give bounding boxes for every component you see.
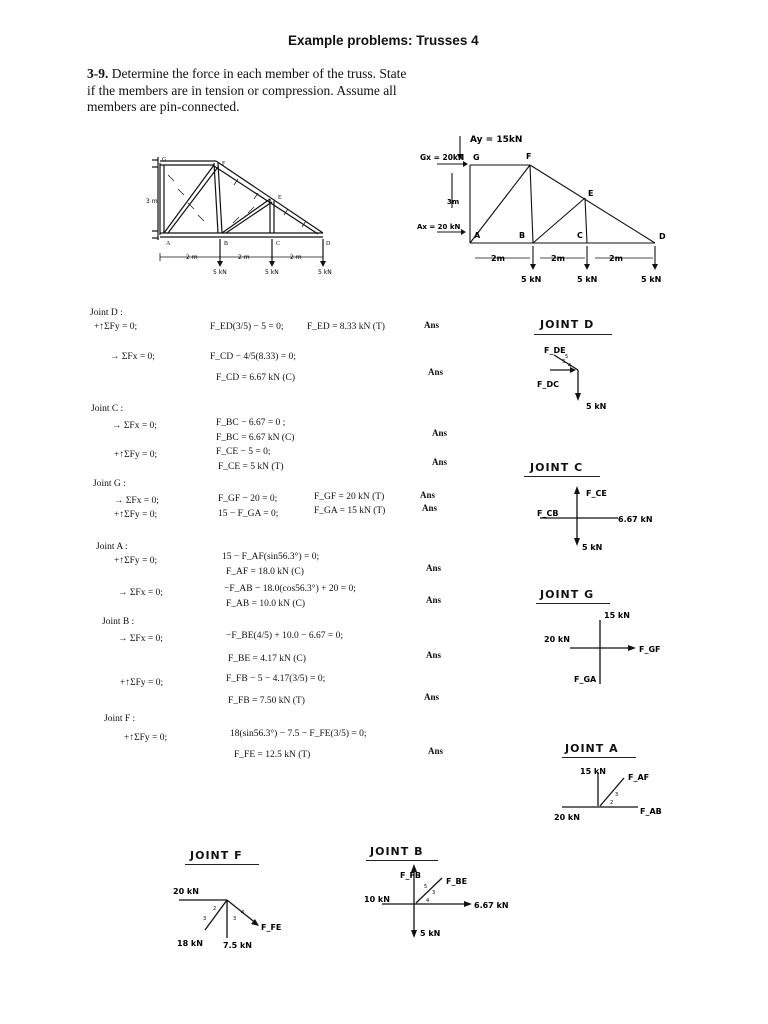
truss-load-d: 5 kN [318,269,332,276]
joint-b-work-2: F_BE = 4.17 kN (C) [228,654,306,664]
sketch-joint-a-title: JOINT A [565,742,619,755]
sketch-joint-c-title: JOINT C [530,461,584,474]
joint-d-work-1: F_ED(3/5) − 5 = 0; [210,322,284,332]
joint-d-work-3: F_CD = 6.67 kN (C) [216,373,295,383]
sketch-g-fgf: F_GF [639,645,661,654]
joint-a-ans-4: Ans [426,595,442,605]
joint-c-work-4: F_CE = 5 kN (T) [218,462,284,472]
joint-b-eq-3: +↑ΣFy = 0; [120,678,164,688]
truss-node-g: G [162,157,167,163]
fbd-height: 3m [447,198,460,206]
joint-c-ans-4: Ans [432,457,448,467]
sketch-joint-f-title: JOINT F [190,849,243,862]
sketch-b-4: 4 [426,898,430,904]
sketch-joint-d [530,335,640,415]
joint-c-ans-2: Ans [432,428,448,438]
joint-a-eq-3: → ΣFx = 0; [118,588,163,598]
joint-g-ans-1: Ans [420,490,436,500]
sketch-b-load: 5 kN [420,929,441,938]
sketch-f-2: 2 [213,906,217,912]
fbd-node-f: F [526,152,532,161]
fbd-span-3: 2m [609,254,623,263]
joint-c-eq-1: → ΣFx = 0; [112,421,157,431]
sketch-b-fab: 10 kN [364,895,390,904]
sketch-f-4: 4 [241,910,245,916]
sketch-c-fce: F_CE [586,489,607,498]
fbd-span-1: 2m [491,254,505,263]
truss-node-f: F [222,161,226,167]
problem-text: Determine the force in each member of the truss. State if the members are in tension or compression. Assume all members are pin-connected. [87,66,407,114]
joint-g-label: Joint G : [93,479,126,489]
sketch-g-fga: F_GA [574,675,597,684]
sketch-f-faf: 18 kN [177,939,203,948]
joint-d-ans-1: Ans [424,320,440,330]
sketch-a-ax: 20 kN [554,813,580,822]
truss-load-c: 5 kN [265,269,279,276]
sketch-joint-a [548,758,678,828]
fbd-load-c: 5 kN [577,275,598,284]
joint-g-result-2: F_GA = 15 kN (T) [314,506,386,516]
sketch-joint-b [360,864,510,944]
sketch-b-ffb: F_FB [400,871,422,880]
sketch-joint-f [165,880,305,960]
joint-a-label: Joint A : [96,542,128,552]
joint-g-ans-2: Ans [422,503,438,513]
sketch-b-3: 3 [432,890,436,896]
joint-f-label: Joint F : [104,714,136,724]
joint-a-work-3: −F_AB − 18.0(cos56.3°) + 20 = 0; [224,584,356,594]
sketch-a-ay: 15 kN [580,767,606,776]
joint-f-work-2: F_FE = 12.5 kN (T) [234,750,311,760]
joint-f-eq-1: +↑ΣFy = 0; [124,733,168,743]
joint-c-label: Joint C : [91,404,124,414]
sketch-d-fde: F_DE [544,346,566,355]
fbd-ax: Ax = 20 kN [417,223,461,231]
joint-f-work-1: 18(sin56.3°) − 7.5 − F_FE(3/5) = 0; [230,729,367,739]
joint-a-eq-1: +↑ΣFy = 0; [114,556,158,566]
sketch-a-2: 2 [610,800,614,806]
sketch-joint-g [540,604,670,694]
joint-g-work-2: 15 − F_GA = 0; [218,509,279,519]
sketch-joint-d-title: JOINT D [540,318,595,331]
truss-node-b: B [224,241,229,247]
joint-c-work-1: F_BC − 6.67 = 0 ; [216,418,286,428]
truss-load-b: 5 kN [213,269,227,276]
fbd-node-g: G [473,153,480,162]
joint-g-result-1: F_GF = 20 kN (T) [314,492,385,502]
joint-d-eq-2: → ΣFx = 0; [110,352,155,362]
sketch-c-fcb: F_CB [537,509,559,518]
sketch-joint-g-title: JOINT G [540,588,595,601]
problem-number: 3-9. [87,66,109,81]
truss-dim-height: 3 m [146,198,158,205]
joint-c-work-3: F_CE − 5 = 0; [216,447,271,457]
fbd-node-e: E [588,189,594,198]
sketch-d-4: 4 [568,363,572,369]
joint-a-work-2: F_AF = 18.0 kN (C) [226,567,304,577]
sketch-c-load-v: 5 kN [582,543,603,552]
joint-c-eq-3: +↑ΣFy = 0; [114,450,158,460]
fbd-span-2: 2m [551,254,565,263]
joint-c-work-2: F_BC = 6.67 kN (C) [216,433,295,443]
page-title: Example problems: Trusses 4 [288,33,479,48]
joint-b-ans-2: Ans [426,650,442,660]
joint-g-eq-1: → ΣFx = 0; [114,496,159,506]
sketch-b-fbe: F_BE [446,877,468,886]
sketch-joint-c [530,480,670,560]
joint-d-label: Joint D : [90,308,123,318]
sketch-b-5: 5 [424,884,428,890]
fbd-load-d: 5 kN [641,275,662,284]
joint-a-work-1: 15 − F_AF(sin56.3°) = 0; [222,552,320,562]
sketch-a-faf: F_AF [628,773,650,782]
truss-fbd-sketch [415,128,685,288]
sketch-g-gx: 20 kN [544,635,570,644]
fbd-node-a: A [474,231,481,240]
fbd-node-c: C [577,231,583,240]
problem-statement [87,66,417,116]
truss-node-e: E [278,195,282,201]
joint-b-ans-4: Ans [424,692,440,702]
sketch-d-fdc: F_DC [537,380,559,389]
sketch-f-gx: 20 kN [173,887,199,896]
truss-dim-span-2: 2 m [238,254,250,261]
joint-d-work-2: F_CD − 4/5(8.33) = 0; [210,352,296,362]
joint-d-eq-1: +↑ΣFy = 0; [94,322,138,332]
sketch-joint-b-title: JOINT B [370,845,424,858]
joint-b-work-4: F_FB = 7.50 kN (T) [228,696,305,706]
sketch-d-5: 5 [565,354,569,360]
joint-g-work-1: F_GF − 20 = 0; [218,494,278,504]
truss-figure [138,155,343,280]
sketch-f-3a: 3 [203,916,207,922]
joint-a-work-4: F_AB = 10.0 kN (C) [226,599,305,609]
joint-b-eq-1: → ΣFx = 0; [118,634,163,644]
joint-a-ans-2: Ans [426,563,442,573]
joint-b-work-3: F_FB − 5 − 4.17(3/5) = 0; [226,674,326,684]
sketch-a-fab: F_AB [640,807,662,816]
sketch-c-load-h: 6.67 kN [618,515,653,524]
sketch-g-ay: 15 kN [604,611,630,620]
fbd-gx: Gx = 20kN [420,153,465,162]
sketch-a-3: 3 [615,792,619,798]
truss-node-a: A [166,241,171,247]
joint-b-work-1: −F_BE(4/5) + 10.0 − 6.67 = 0; [226,631,343,641]
fbd-node-b: B [519,231,526,240]
sketch-f-3b: 3 [233,916,237,922]
sketch-b-fbc: 6.67 kN [474,901,509,910]
sketch-f-ffe: F_FE [261,923,282,932]
joint-g-eq-2: +↑ΣFy = 0; [114,510,158,520]
joint-d-ans-3: Ans [428,367,444,377]
sketch-d-3: 3 [562,359,566,365]
fbd-load-b: 5 kN [521,275,542,284]
truss-dim-span-1: 2 m [186,254,198,261]
sketch-d-load: 5 kN [586,402,607,411]
truss-node-c: C [276,241,281,247]
truss-dim-span-3: 2 m [290,254,302,261]
fbd-node-d: D [659,232,666,241]
joint-d-result-1: F_ED = 8.33 kN (T) [307,322,385,332]
joint-b-label: Joint B : [102,617,135,627]
sketch-f-ffb: 7.5 kN [223,941,252,950]
joint-f-ans-2: Ans [428,746,444,756]
truss-node-d: D [326,241,331,247]
fbd-ay: Ay = 15kN [470,135,523,145]
